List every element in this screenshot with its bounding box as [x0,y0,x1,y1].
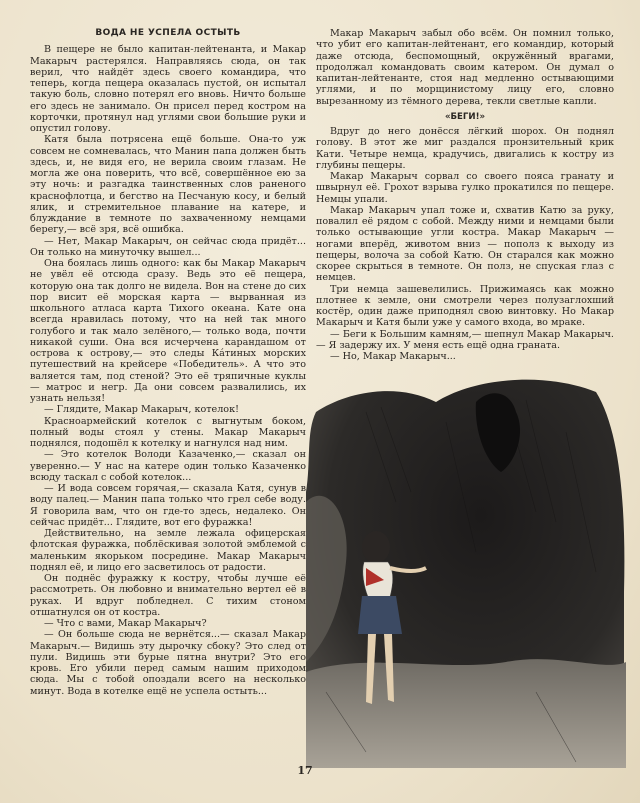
paragraph: — И вода совсем горячая,— сказала Катя, сунув в воду палец.— Манин папа только что грел себе воду. Я говорила вам, что он где-то здесь, недалеко. Он сейчас придёт... Глядите, вот его фуражка! [30,483,306,528]
left-paragraphs [30,44,306,697]
paragraph: Он поднёс фуражку к костру, чтобы лучше её рассмотреть. Он любовно и внимательно вертел её в руках. И вдруг побледнел. С тихим стоном отшатнулся он от костра. [30,573,306,618]
paragraph: — Глядите, Макар Макарыч, котелок! [44,404,239,416]
right-paragraphs-b [316,126,614,362]
paragraph: Три немца зашевелились. Прижимаясь как можно плотнее к земле, они смотрели через полузаглохший костёр, один даже приподнял свою винтовку. Но Макар Макарыч и Катя были уже у самого входа, во мраке. [316,283,614,329]
chapter-heading: ВОДА НЕ УСПЕЛА ОСТЫТЬ [95,28,241,38]
paragraph: Катя была потрясена ещё больше. Она-то уж совсем не сомневалась, что Манин папа должен быть здесь, и, не видя его, не верила своим глазам. Не могла же она поверить, что всё, совершённое ею за эту ночь: и разгадка таинственных слов раненого краснофлотца, и бегство на Песчаную косу, и белый ялик, и стремительное плавание на катере, и блуждание в темноте по захваченному немцами берегу,— всё зря, всё ошибка. [30,134,306,236]
cave-illustration [306,372,626,768]
paragraph: Она боялась лишь одного: как бы Макар Макарыч не увёл её отсюда сразу. Ведь это её пещера, которую она так долго не видела. Вон на стене до сих пор висит её морская карта — вырванная из школьного атласа карта Тихого океана. Кате она всегда нравилась потому, что на ней так много голубого и так мало зелёного,— только вода, почти никакой суши. Она вся исчерчена карандашом от острова к острову,— это следы Кáтиных морских путешествий на крейсере «Победитель». А что это валяется там, под стеной? Это её тряпичные куклы — матрос и негр. Да они совсем развалились, их узнать нельзя! [30,258,306,404]
section-subheading: «БЕГИ!» [444,111,486,122]
paragraph: Макар Макарыч забыл обо всём. Он помнил только, что убит его капитан-лейтенант, его командир, который даже отсюда, беспомощный, окружённый врагами, продолжал командовать своим катером. Он думал о капитан-лейтенанте, стоя над медленно остывающими углями, и по морщинистому лицу его, словно вырезанному из тёмного дерева, текли светлые капли. [316,28,614,107]
paragraph: — Что с вами, Макар Макарыч? [44,618,207,629]
paragraph: Действительно, на земле лежала офицерская флотская фуражка, поблёскивая золотой эмблемой с маленьким якорьком посредине. Макар Макарыч поднял её, и лицо его засветилось от радости. [30,528,306,573]
cave-floor [306,659,626,768]
paragraph: — Беги к Большим камням,— шепнул Макар Макарыч.— Я задержу их. У меня есть ещё одна граната. [316,328,614,351]
right-column [316,28,614,362]
page-number: 17 [297,764,313,777]
paragraph: — Он больше сюда не вернётся...— сказал Макар Макарыч.— Видишь эту дырочку сбоку? Это след от пули. Видишь эти бурые пятна внутри? Это его кровь. Его убили перед самым нашим приходом сюда. Мы с тобой опоздали всего на несколько минут. Вода в котелке ещё не успела остыть... [30,629,306,697]
paragraph: Вдруг до него донёсся лёгкий шорох. Он поднял голову. В этот же миг раздался пронзительный крик Кати. Четыре немца, крадучись, двигались к костру из глубины пещеры. [316,126,614,171]
left-column [30,28,306,697]
paragraph: Макар Макарыч упал тоже и, схватив Катю за руку, повалил её рядом с собой. Между ними и немцами были только остывающие угли костра. Макар Макарыч — ногами вперёд, животом вниз — пополз к выходу из пещеры, волоча за собой Катю. Он старался как можно скорее скрыться в темноте. Он полз, не спуская глаз с немцев. [316,204,614,284]
right-paragraphs-a [316,28,614,107]
paragraph: — Нет, Макар Макарыч, он сейчас сюда придёт... Он только на минуточку вышел... [30,235,306,258]
paragraph: Красноармейский котелок с выгнутым боком, полный воды стоял у стены. Макар Макарыч поднялся, подошёл к котелку и нагнулся над ним. [30,415,306,449]
paragraph: Макар Макарыч сорвал со своего пояса гранату и швырнул её. Грохот взрыва гулко прокатился по пещере. Немцы упали. [316,171,614,205]
paragraph: — Это котелок Володи Казаченко,— сказал он уверенно.— У нас на катере один только Казаченко всюду таскал с собой котелок... [30,449,306,483]
paragraph: — Но, Макар Макарыч... [330,351,456,362]
paragraph: В пещере не было капитан-лейтенанта, и Макар Макарыч растерялся. Направляясь сюда, он так верил, что найдёт здесь своего командира, что теперь, когда пещера оказалась пустой, он испытал такую боль, словно потерял его вновь. Ничто больше его здесь не занимало. Он присел перед костром на корточки, протянул над углями свои большие руки и опустил голову. [30,44,306,134]
